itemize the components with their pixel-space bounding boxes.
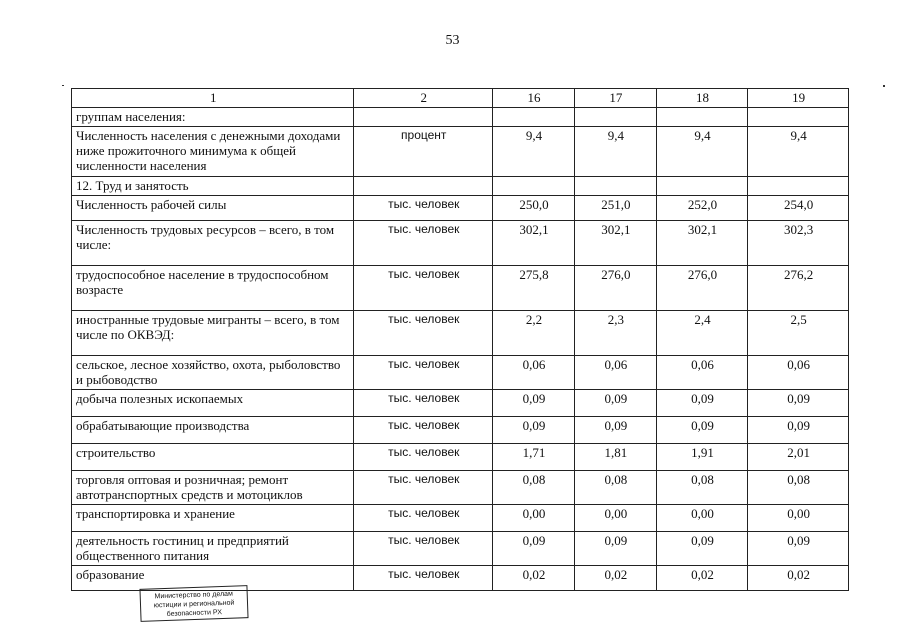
value-cell: 276,0: [574, 266, 656, 311]
registration-stamp: [139, 585, 248, 622]
row-unit: тыс. человек: [354, 566, 493, 591]
table-row: [72, 356, 849, 390]
value-cell: 0,09: [493, 390, 575, 417]
value-cell: 0,00: [493, 505, 575, 532]
margin-mark: [883, 85, 885, 87]
header-cell: 19: [748, 89, 849, 108]
stamp-line: юстиции и региональной: [153, 599, 235, 610]
value-cell: [656, 177, 747, 196]
value-cell: 302,3: [748, 221, 849, 266]
table-row: [72, 108, 849, 127]
value-cell: [748, 177, 849, 196]
value-cell: 9,4: [574, 127, 656, 177]
value-cell: 0,00: [574, 505, 656, 532]
row-label: строительство: [72, 444, 354, 471]
value-cell: 2,01: [748, 444, 849, 471]
value-cell: 1,91: [656, 444, 747, 471]
table-row: [72, 444, 849, 471]
row-label: обрабатывающие производства: [72, 417, 354, 444]
value-cell: 1,81: [574, 444, 656, 471]
row-unit: тыс. человек: [354, 532, 493, 566]
value-cell: [748, 108, 849, 127]
row-label: образование: [72, 566, 354, 591]
row-label: транспортировка и хранение: [72, 505, 354, 532]
value-cell: 0,09: [574, 417, 656, 444]
value-cell: 0,06: [574, 356, 656, 390]
value-cell: 0,09: [574, 532, 656, 566]
value-cell: 0,09: [748, 390, 849, 417]
row-unit: тыс. человек: [354, 311, 493, 356]
row-unit: тыс. человек: [354, 444, 493, 471]
row-unit: тыс. человек: [354, 505, 493, 532]
value-cell: 276,2: [748, 266, 849, 311]
value-cell: 302,1: [574, 221, 656, 266]
value-cell: 276,0: [656, 266, 747, 311]
value-cell: 0,02: [656, 566, 747, 591]
value-cell: 0,09: [656, 390, 747, 417]
row-unit: тыс. человек: [354, 417, 493, 444]
header-cell: 17: [574, 89, 656, 108]
value-cell: 9,4: [493, 127, 575, 177]
header-cell: 2: [354, 89, 493, 108]
value-cell: 0,08: [493, 471, 575, 505]
table-row: [72, 471, 849, 505]
value-cell: 2,2: [493, 311, 575, 356]
row-label: иностранные трудовые мигранты – всего, в том числе по ОКВЭД:: [72, 311, 354, 356]
row-unit: [354, 108, 493, 127]
table-row: [72, 532, 849, 566]
table-row: [72, 505, 849, 532]
table-row: [72, 127, 849, 177]
value-cell: 0,09: [656, 417, 747, 444]
value-cell: 254,0: [748, 196, 849, 221]
row-label: Численность населения с денежными доходами ниже прожиточного минимума к общей численности населения: [72, 127, 354, 177]
value-cell: 251,0: [574, 196, 656, 221]
row-label: Численность трудовых ресурсов – всего, в том числе:: [72, 221, 354, 266]
value-cell: 0,06: [493, 356, 575, 390]
value-cell: 0,09: [748, 417, 849, 444]
table-row: [72, 390, 849, 417]
row-label: торговля оптовая и розничная; ремонт автотранспортных средств и мотоциклов: [72, 471, 354, 505]
value-cell: 0,06: [656, 356, 747, 390]
stamp-line: Министерство по делам: [154, 590, 233, 601]
value-cell: [493, 108, 575, 127]
value-cell: [656, 108, 747, 127]
value-cell: 0,08: [656, 471, 747, 505]
row-label: 12. Труд и занятость: [72, 177, 354, 196]
table-row: [72, 221, 849, 266]
row-unit: [354, 177, 493, 196]
value-cell: 0,09: [493, 417, 575, 444]
row-unit: тыс. человек: [354, 390, 493, 417]
table-row: [72, 266, 849, 311]
value-cell: 2,5: [748, 311, 849, 356]
table-row: [72, 177, 849, 196]
header-cell: 18: [656, 89, 747, 108]
row-label: деятельность гостиниц и предприятий общественного питания: [72, 532, 354, 566]
value-cell: [574, 108, 656, 127]
value-cell: 302,1: [656, 221, 747, 266]
margin-mark: [62, 85, 64, 86]
value-cell: 1,71: [493, 444, 575, 471]
row-unit: тыс. человек: [354, 471, 493, 505]
value-cell: 0,02: [748, 566, 849, 591]
table-row: [72, 417, 849, 444]
value-cell: 0,08: [574, 471, 656, 505]
row-unit: тыс. человек: [354, 196, 493, 221]
data-table: [71, 88, 849, 591]
row-unit: тыс. человек: [354, 356, 493, 390]
table-header-row: [72, 89, 849, 108]
value-cell: 0,08: [748, 471, 849, 505]
row-label: группам населения:: [72, 108, 354, 127]
value-cell: 0,09: [574, 390, 656, 417]
value-cell: 0,02: [574, 566, 656, 591]
value-cell: 252,0: [656, 196, 747, 221]
value-cell: 2,4: [656, 311, 747, 356]
value-cell: [574, 177, 656, 196]
value-cell: 0,09: [748, 532, 849, 566]
table-row: [72, 311, 849, 356]
value-cell: 0,09: [656, 532, 747, 566]
row-unit: процент: [354, 127, 493, 177]
row-label: добыча полезных ископаемых: [72, 390, 354, 417]
header-cell: 1: [72, 89, 354, 108]
row-label: Численность рабочей силы: [72, 196, 354, 221]
value-cell: 0,00: [748, 505, 849, 532]
value-cell: 0,09: [493, 532, 575, 566]
value-cell: 0,00: [656, 505, 747, 532]
row-label: сельское, лесное хозяйство, охота, рыболовство и рыбоводство: [72, 356, 354, 390]
table-row: [72, 196, 849, 221]
value-cell: 275,8: [493, 266, 575, 311]
stamp-line: безопасности РХ: [166, 609, 223, 618]
value-cell: 0,02: [493, 566, 575, 591]
value-cell: 302,1: [493, 221, 575, 266]
value-cell: 9,4: [748, 127, 849, 177]
value-cell: 9,4: [656, 127, 747, 177]
header-cell: 16: [493, 89, 575, 108]
value-cell: [493, 177, 575, 196]
value-cell: 0,06: [748, 356, 849, 390]
value-cell: 250,0: [493, 196, 575, 221]
row-unit: тыс. человек: [354, 221, 493, 266]
row-label: трудоспособное население в трудоспособном возрасте: [72, 266, 354, 311]
page-number: 53: [445, 33, 460, 48]
row-unit: тыс. человек: [354, 266, 493, 311]
value-cell: 2,3: [574, 311, 656, 356]
